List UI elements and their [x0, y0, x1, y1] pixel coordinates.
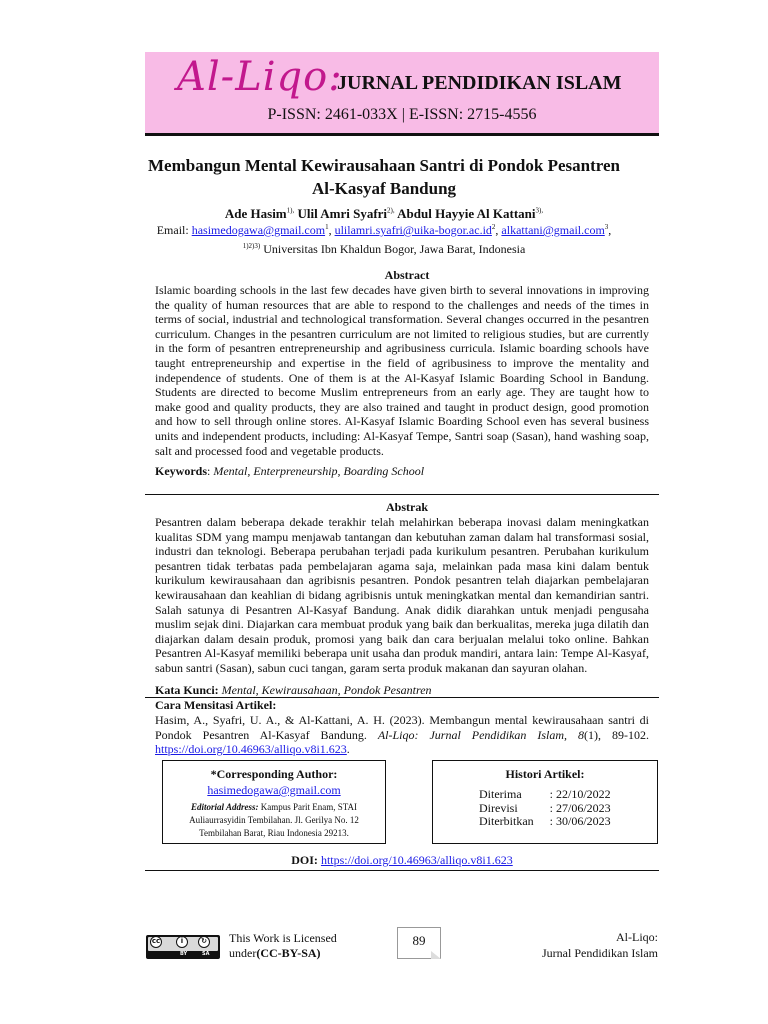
article-title-line-2: Al-Kasyaf Bandung: [311, 179, 457, 198]
citation-heading: Cara Mensitasi Artikel:: [155, 698, 277, 712]
editorial-address: [163, 801, 385, 840]
author-name: Ade Hasim: [224, 206, 287, 221]
footer-journal-line-1: Al-Liqo:: [616, 930, 658, 944]
issn-line: P-ISSN: 2461-033X | E-ISSN: 2715-4556: [267, 106, 537, 123]
author-sup: 3),: [535, 206, 544, 215]
history-row: [479, 802, 611, 816]
kata-kunci: [155, 683, 432, 698]
email-sup: 2: [491, 223, 496, 231]
citation-text: [155, 713, 649, 757]
sa-label: SA: [202, 951, 210, 957]
abstract-heading: Abstract: [384, 268, 430, 282]
license-name: (CC-BY-SA): [256, 946, 321, 960]
license-text: [229, 931, 337, 961]
citation-plain: Hasim, A., Syafri, U. A., & Al-Kattani, A. H. (2023). Membangun mental kewirausahaan santri di Pondok Pesantren Al-Kasyaf Bandung.: [155, 713, 649, 742]
journal-title: JURNAL PENDIDIKAN ISLAM: [337, 72, 622, 94]
abstrak-heading: Abstrak: [385, 500, 428, 514]
doi-label: DOI:: [291, 853, 318, 867]
history-value: : 27/06/2023: [549, 800, 611, 815]
citation-journal: Al-Liqo: Jurnal Pendidikan Islam, 8: [377, 727, 585, 742]
license-line-1: This Work is Licensed: [229, 931, 337, 945]
history-value: : 22/10/2022: [549, 787, 611, 801]
history-row: [479, 788, 611, 802]
article-title-line-1: Membangun Mental Kewirausahaan Santri di Pondok Pesantren: [148, 156, 620, 175]
author-list: [100, 206, 668, 222]
history-label: Diterima: [479, 787, 522, 801]
license-prefix: under: [229, 946, 257, 960]
abstract-text: Islamic boarding schools in the last few decades have given birth to several innovations in improving the quality of human resources that are able to respond to the challenges and needs of the times in terms of social, industrial and technological transformation. Several changes occurred in the pesantren curriculum. Changes in the pesantren curriculum are not limited to religious studies, but are currently in the form of pesantren entrepreneurship and agribusiness curricula. Islamic boarding schools have taught entrepreneurship and expertise in the field of agribusiness to improve the mentality and independence of students. One of them is at the Al-Kasyaf Islamic Boarding School in Bandung. Students are directed to become Muslim entrepreneurs from an early age. They are taught how to make good and quality products, they are also trained and taught in product design, good promotion and how to sell through online stores. Al-Kasyaf Islamic Boarding School even has several business units and independent products, including: Al-Kasyaf Tempe, Santri soap (Sasan), hand washing soap, salt and processed food and vegetable products.: [155, 283, 649, 458]
affiliation-sup: 1)2)3): [242, 242, 261, 250]
keywords-label: Keywords: [155, 464, 207, 478]
citation-issue: (1), 89-102.: [584, 727, 649, 742]
history-heading: Histori Artikel:: [505, 767, 585, 781]
divider: [145, 870, 659, 871]
editorial-address-text: Kampus Parit Enam, STAI Auliaurrasyidin Tembilahan. Jl. Gerilya No. 12 Tembilahan Barat, Riau Indonesia 29213.: [189, 802, 359, 838]
article-history-box: [432, 760, 658, 844]
author-sup: 1),: [286, 206, 295, 215]
keywords-value: Mental, Enterpreneurship, Boarding School: [213, 464, 425, 478]
footer-journal-name: [542, 929, 658, 961]
author-name: Abdul Hayyie Al Kattani: [397, 206, 536, 221]
author-sup: 2),: [387, 206, 395, 215]
keywords: Keywords: Mental, Enterpreneurship, Boarding School: [155, 464, 425, 478]
footer-journal-line-2: Jurnal Pendidikan Islam: [542, 946, 658, 960]
share-alike-icon: ↻: [198, 936, 210, 948]
cc-icon: cc: [150, 936, 162, 948]
abstrak-text: Pesantren dalam beberapa dekade terakhir telah melahirkan beberapa inovasi dalam meningkatkan kualitas SDM yang mampu menjawab tantangan dan kebutuhan zaman dalam hal transformasi sosial, industri dan teknologi. Beberapa perubahan terjadi pada kurikulum pesantren. Perubahan kurikulum pesantren tidak terbatas pada pembelajaran agama saja, melainkan pada masa kini dalam bentuk kurikulum kewirausahaan dan agribisnis pesantren. Pondok pesantren telah diajarkan pembelajaran kewirausahaan dan keahlian di bidang agribisnis untuk meningkatkan mental dan kemandirian santri. Salah satunya di Pesantren Al-Kasyaf Bandung. Anak didik diarahkan untuk menjadi pengusaha muslim sejak dini. Diajarkan cara membuat produk yang baik dan berkualitas, mereka juga dilatih dan diajarkan dalam desain produk, promosi yang baik dan cara berjualan melalui toko online. Bahkan Pesantren Al-Kasyaf memiliki beberapa unit usaha dan produk mandiri, antara lain: Tempe Al-Kasyaf, sabun santri (Sasan), sabun cuci tangan, garam serta produk makanan dan sayuran olahan.: [155, 515, 649, 675]
journal-logo: Al-Liqo:: [177, 54, 343, 100]
citation-doi-link[interactable]: https://doi.org/10.46963/alliqo.v8i1.623: [155, 742, 347, 757]
history-label: Direvisi: [479, 800, 518, 815]
corresponding-email[interactable]: hasimedogawa@gmail.com: [207, 783, 341, 797]
email-sup: 1: [325, 223, 329, 231]
corresponding-heading: *Corresponding Author:: [210, 767, 338, 781]
affiliation: [100, 242, 668, 257]
article-title: [120, 154, 648, 200]
author-name: Ulil Amri Syafri: [297, 206, 388, 221]
editorial-address-label: Editorial Address:: [191, 802, 259, 812]
attribution-icon: i: [176, 936, 188, 948]
affiliation-text: Universitas Ibn Khaldun Bogor, Jawa Barat, Indonesia: [263, 242, 526, 256]
author-emails: Email: hasimedogawa@gmail.com$^1$, $ulilamri.syafri@uika-bogor.ac.id^2$, alkattani@gmail.com$^3$,: [156, 223, 612, 237]
page-number: 89: [397, 927, 441, 959]
corresponding-author-box: [162, 760, 386, 844]
history-value: : 30/06/2023: [549, 814, 611, 828]
journal-header: [145, 52, 659, 136]
cc-by-sa-badge[interactable]: [146, 935, 220, 959]
email-label: Email:: [156, 223, 189, 237]
kata-kunci-label: Kata Kunci:: [155, 683, 219, 697]
history-table: [479, 788, 611, 829]
history-row: [479, 815, 611, 829]
email-sup: 3: [604, 223, 609, 231]
history-label: Diterbitkan: [479, 814, 534, 828]
email-link[interactable]: ulilamri.syafri@uika-bogor.ac.id: [334, 223, 492, 237]
divider: [145, 494, 659, 495]
email-link[interactable]: hasimedogawa@gmail.com: [191, 223, 326, 237]
email-link[interactable]: alkattani@gmail.com: [501, 223, 605, 237]
by-label: BY: [180, 951, 188, 957]
doi-link[interactable]: https://doi.org/10.46963/alliqo.v8i1.623: [320, 853, 513, 867]
doi-line: [145, 853, 659, 868]
citation-end: .: [346, 742, 350, 757]
kata-kunci-value: Mental, Kewirausahaan, Pondok Pesantren: [221, 683, 432, 697]
